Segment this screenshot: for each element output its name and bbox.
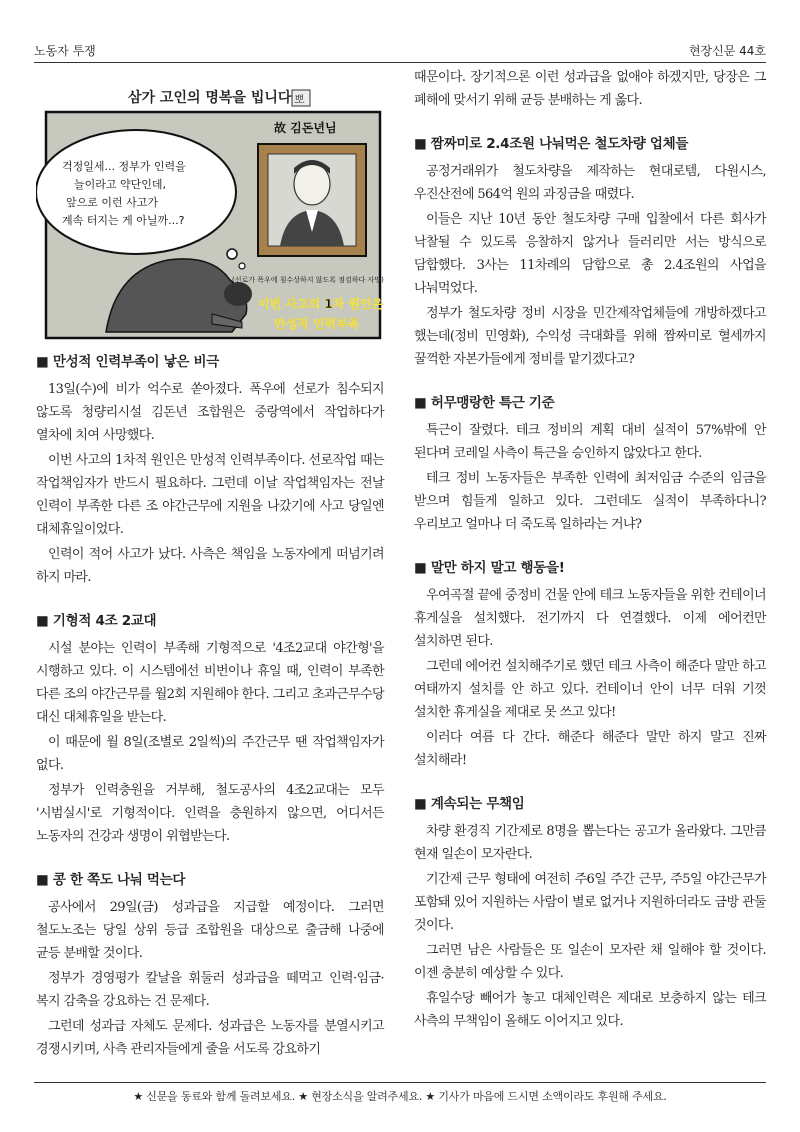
paragraph: 이번 사고의 1차적 원인은 만성적 인력부족이다. 선로작업 때는 작업책임자가 반드시 필요하다. 그런데 이날 작업책임자는 전날 인력이 부족한 다른 조 야간근무에 지원을 나갔기에 사고 당일엔 대체휴일이었다. xyxy=(36,453,384,537)
cartoon-banner-line-2: 만성적 인력부족 xyxy=(274,317,360,331)
section-continued-irresponsibility xyxy=(414,792,766,1033)
carry-over-paragraph: 때문이다. 장기적으론 이런 성과급을 없애야 하겠지만, 당장은 그 폐해에 맞서기 위해 균등 분배하는 게 옳다. xyxy=(414,70,766,108)
speech-line-4: 계속 터지는 게 아닐까...? xyxy=(62,214,185,227)
cartoon-banner-line-1: 이번 사고의 1차 원인은 xyxy=(258,297,384,311)
left-column xyxy=(36,82,384,1063)
paragraph: 그런데 성과급 자체도 문제다. 성과급은 노동자를 분열시키고 경쟁시키며, 사측 관리자들에게 줄을 서도록 강요하기 xyxy=(36,1019,384,1057)
cartoon-title: 삼가 고인의 명복을 빕니다 xyxy=(128,90,292,106)
paragraph: 시설 분야는 인력이 부족해 기형적으로 '4조2교대 야간형'을 시행하고 있다. 이 시스템에선 비번이나 휴일 때, 인력이 부족한 다른 조의 야간근무를 월2회 지원해야 한다. 그리고 초과근무수당 대신 대체휴일을 받는다. xyxy=(36,641,384,725)
section-title: ■ 만성적 인력부족이 낳은 비극 xyxy=(36,354,219,370)
paragraph: 그러면 남은 사람들은 또 일손이 모자란 채 일해야 할 것이다. 이젠 충분히 예상할 수 있다. xyxy=(414,943,766,981)
cartoon-small-caption: (선로가 폭우에 침수상하지 않도록 점검하다 사망) xyxy=(232,276,384,284)
footer-rule xyxy=(34,1082,766,1083)
section-title: ■ 계속되는 무책임 xyxy=(414,796,525,812)
speech-bubble xyxy=(36,130,236,254)
header-rule xyxy=(34,62,766,63)
paragraph: 이 때문에 월 8일(조별로 2일씩)의 주간근무 땐 작업책임자가 없다. xyxy=(36,735,384,773)
bowing-head xyxy=(224,282,252,306)
paragraph: 우여곡절 끝에 중정비 건물 안에 테크 노동자들을 위한 컨테이너 휴게실을 설치했다. 전기까지 다 연결했다. 이제 에어컨만 설치하면 된다. xyxy=(414,588,766,649)
cartoon-stamp: 뽀 xyxy=(294,93,305,106)
paragraph: 13일(수)에 비가 억수로 쏟아졌다. 폭우에 선로가 침수되지 않도록 청량리시설 김돈년 조합원은 중랑역에서 작업하다가 열차에 치여 사망했다. xyxy=(36,382,384,443)
section-overtime-criteria xyxy=(414,391,766,536)
paragraph: 정부가 철도차량 정비 시장을 민간제작업체들에 개방하겠다고 했는데(정비 민영화), 수익성 극대화를 위해 짬짜미로 혈세까지 꿀꺽한 자본가들에게 정비를 맡기겠다고? xyxy=(414,306,766,367)
paragraph: 이러다 여름 다 간다. 해준다 해준다 말만 하지 말고 진짜 설치해라! xyxy=(414,730,766,768)
section-title: ■ 허무맹랑한 특근 기준 xyxy=(414,395,555,411)
section-chronic-understaffing xyxy=(36,350,384,589)
page-footer: ★ 신문을 동료와 함께 돌려보세요. ★ 현장소식을 알려주세요. ★ 기사가 마음에 드시면 소액이라도 후원해 주세요. xyxy=(133,1090,667,1103)
right-column xyxy=(414,66,766,1035)
bubble-tail-2 xyxy=(239,263,245,269)
paragraph: 인력이 적어 사고가 났다. 사측은 책임을 노동자에게 떠넘기려 하지 마라. xyxy=(36,547,384,585)
section-abnormal-shift xyxy=(36,609,384,848)
section-act-not-talk xyxy=(414,556,766,772)
paragraph: 차량 환경직 기간제로 8명을 뽑는다는 공고가 올라왔다. 그만큼 현재 일손이 모자란다. xyxy=(414,824,766,862)
paragraph: 특근이 잘렸다. 테크 정비의 계획 대비 실적이 57%밖에 안 된다며 코레일 사측이 특근을 승인하지 않았다고 한다. xyxy=(414,423,766,461)
portrait-caption: 故 김돈년님 xyxy=(274,121,337,135)
paragraph: 휴일수당 빼어가 놓고 대체인력은 제대로 보충하지 않는 테크 사측의 무책임이 올해도 이어지고 있다. xyxy=(414,991,766,1029)
issue-number: 현장신문 44호 xyxy=(688,44,766,58)
paragraph: 테크 정비 노동자들은 부족한 인력에 최저임금 수준의 임금을 받으며 힘들게 일하고 있다. 그런데도 실적이 부족하다니? 우리보고 얼마나 더 죽도록 일하라는 거냐? xyxy=(414,471,766,532)
section-rolling-stock-collusion xyxy=(414,132,766,371)
cartoon-illustration xyxy=(36,82,384,340)
paragraph: 정부가 인력충원을 거부해, 철도공사의 4조2교대는 모두 '시범실시'로 기형적이다. 인력을 충원하지 않으면, 어디서든 노동자의 건강과 생명이 위협받는다. xyxy=(36,783,384,844)
speech-line-3: 앞으로 이런 사고가 xyxy=(66,196,159,209)
paragraph: 정부가 경영평가 칼날을 휘둘러 성과급을 떼먹고 인력·임금·복지 감축을 강요하는 건 문제다. xyxy=(36,971,384,1009)
speech-line-2: 늘이라고 약단인데, xyxy=(74,178,167,191)
publication-name: 노동자 투쟁 xyxy=(34,44,96,58)
memorial-cartoon xyxy=(36,82,384,340)
section-share-bonus xyxy=(36,868,384,1061)
section-title: ■ 콩 한 쪽도 나눠 먹는다 xyxy=(36,872,186,888)
paragraph: 공정거래위가 철도차량을 제작하는 현대로템, 다원시스, 우진산전에 564억 원의 과징금을 때렸다. xyxy=(414,164,766,202)
section-title: ■ 기형적 4조 2교대 xyxy=(36,613,157,629)
paragraph: 그런데 에어컨 설치해주기로 했던 테크 사측이 해준다 말만 하고 여태까지 설치를 안 하고 있다. 컨테이너 안이 너무 더워 기껏 설치한 휴게실을 제대로 못 쓰고 있다! xyxy=(414,659,766,720)
paragraph: 기간제 근무 형태에 여전히 주6일 주간 근무, 주5일 야간근무가 포함돼 있어 지원하는 사람이 별로 없거나 지원하더라도 금방 관둘 것이다. xyxy=(414,872,766,933)
paragraph: 공사에서 29일(금) 성과급을 지급할 예정이다. 그러면 철도노조는 당일 상위 등급 조합원을 대상으로 출금해 나중에 균등 분배할 것이다. xyxy=(36,900,384,961)
page-header xyxy=(34,38,766,60)
section-title: ■ 짬짜미로 2.4조원 나눠먹은 철도차량 업체들 xyxy=(414,136,689,152)
bubble-tail-1 xyxy=(227,249,237,259)
speech-line-1: 걱정일세... 정부가 인력을 xyxy=(62,160,186,173)
section-title: ■ 말만 하지 말고 행동을! xyxy=(414,560,565,576)
paragraph: 이들은 지난 10년 동안 철도차량 구매 입찰에서 다른 회사가 낙찰될 수 있도록 응찰하지 않거나 들러리만 서는 방식으로 담합했다. 3사는 11차례의 담합으로 총 2.4조원의 사업을 나눠먹었다. xyxy=(414,212,766,296)
